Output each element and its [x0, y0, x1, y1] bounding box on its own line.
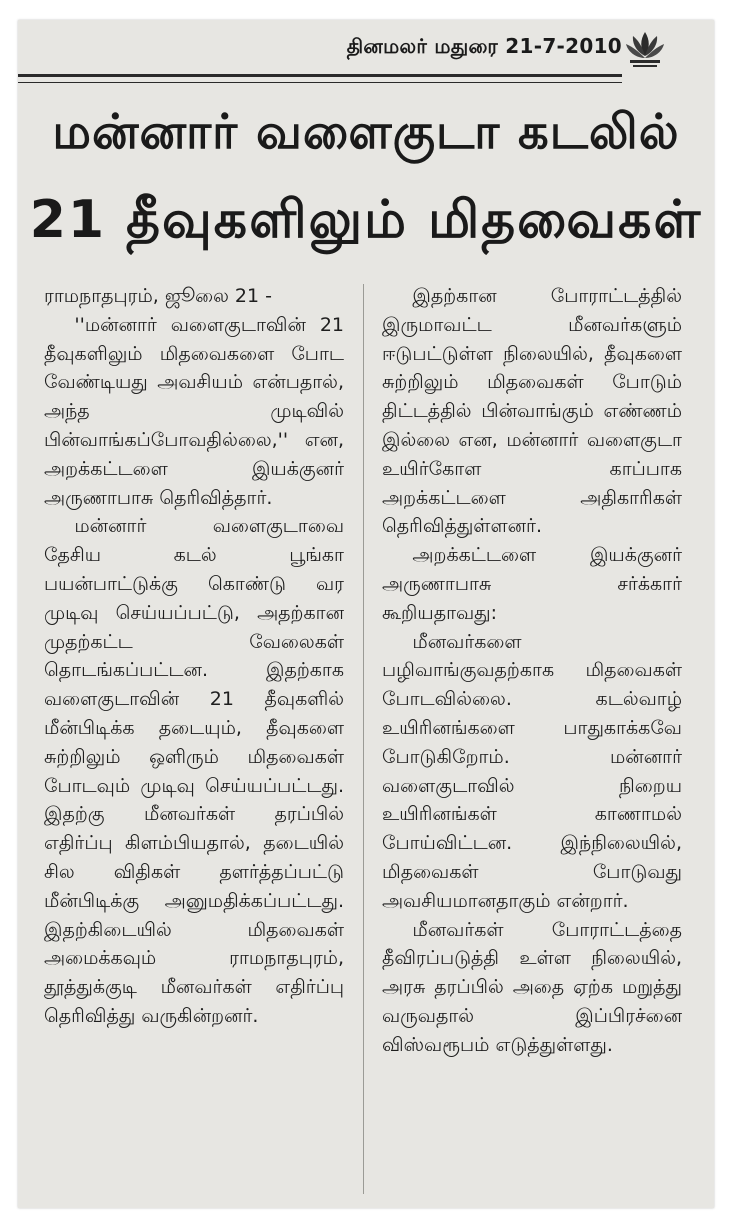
lotus-logo-icon [624, 28, 666, 72]
article-column-right [382, 282, 682, 1202]
headline-line-2: 21 தீவுகளிலும் மிதவைகள் [29, 190, 703, 250]
paragraph: இதற்கான போராட்டத்தில் இருமாவட்ட மீனவர்களும் ஈடுபட்டுள்ள நிலையில், தீவுகளை சுற்றிலும் மிதவைகள் போடும் திட்டத்தில் பின்வாங்கும் எண்ணம் இல்லை என, மன்னார் வளைகுடா உயிர்கோள காப்பாக அறக்கட்டளை அதிகாரிகள் தெரிவித்துள்ளனர். [382, 285, 682, 538]
masthead-dateline: தினமலர் மதுரை 21-7-2010 [346, 34, 622, 58]
article-body [44, 282, 690, 1202]
column-divider [363, 284, 364, 1194]
newspaper-clipping [18, 20, 714, 1208]
paragraph: மீனவர்கள் போராட்டத்தை தீவிரப்படுத்தி உள்ள நிலையில், அரசு தரப்பில் அதை ஏற்க மறுத்து வருவதால் இப்பிரச்னை விஸ்வரூபம் எடுத்துள்ளது. [382, 918, 682, 1056]
paragraph: மன்னார் வளைகுடாவை தேசிய கடல் பூங்கா பயன்பாட்டுக்கு கொண்டு வர முடிவு செய்யப்பட்டு, அதற்கான முதற்கட்ட வேலைகள் தொடங்கப்பட்டன. இதற்காக வளைகுடாவின் 21 தீவுகளில் மீன்பிடிக்க தடையும், தீவுகளை சுற்றிலும் ஒளிரும் மிதவைகள் போடவும் முடிவு செய்யப்பட்டது. இதற்கு மீனவர்கள் தரப்பில் எதிர்ப்பு கிளம்பியதால், தடையில் சில விதிகள் தளர்த்தப்பட்டு மீன்பிடிக்கு அனுமதிக்கப்பட்டது. இதற்கிடையில் மிதவைகள் அமைக்கவும் ராமநாதபுரம், தூத்துக்குடி மீனவர்கள் எதிர்ப்பு தெரிவித்து வருகின்றனர். [44, 515, 344, 1027]
masthead [18, 20, 714, 80]
article-column-left [44, 282, 344, 1202]
dateline: ராமநாதபுரம், ஜூலை 21 - [44, 285, 272, 307]
headline-line-1: மன்னார் வளைகுடா கடலில் [52, 104, 680, 160]
masthead-rule [18, 74, 622, 83]
headline [28, 90, 704, 266]
paragraph: அறக்கட்டளை இயக்குனர் அருணாபாசு சர்க்கார் கூறியதாவது: [382, 544, 682, 624]
paragraph: ''மன்னார் வளைகுடாவின் 21 தீவுகளிலும் மிதவைகளை போட வேண்டியது அவசியம் என்பதால், அந்த முடிவில் பின்வாங்கப்போவதில்லை,'' என, அறக்கட்டளை இயக்குனர் அருணாபாசு தெரிவித்தார். [44, 313, 344, 509]
paragraph: மீனவர்களை பழிவாங்குவதற்காக மிதவைகள் போடவில்லை. கடல்வாழ் உயிரினங்களை பாதுகாக்கவே போடுகிறோம். மன்னார் வளைகுடாவில் நிறைய உயிரினங்கள் காணாமல் போய்விட்டன. இந்நிலையில், மிதவைகள் போடுவது அவசியமானதாகும் என்றார். [382, 630, 682, 912]
